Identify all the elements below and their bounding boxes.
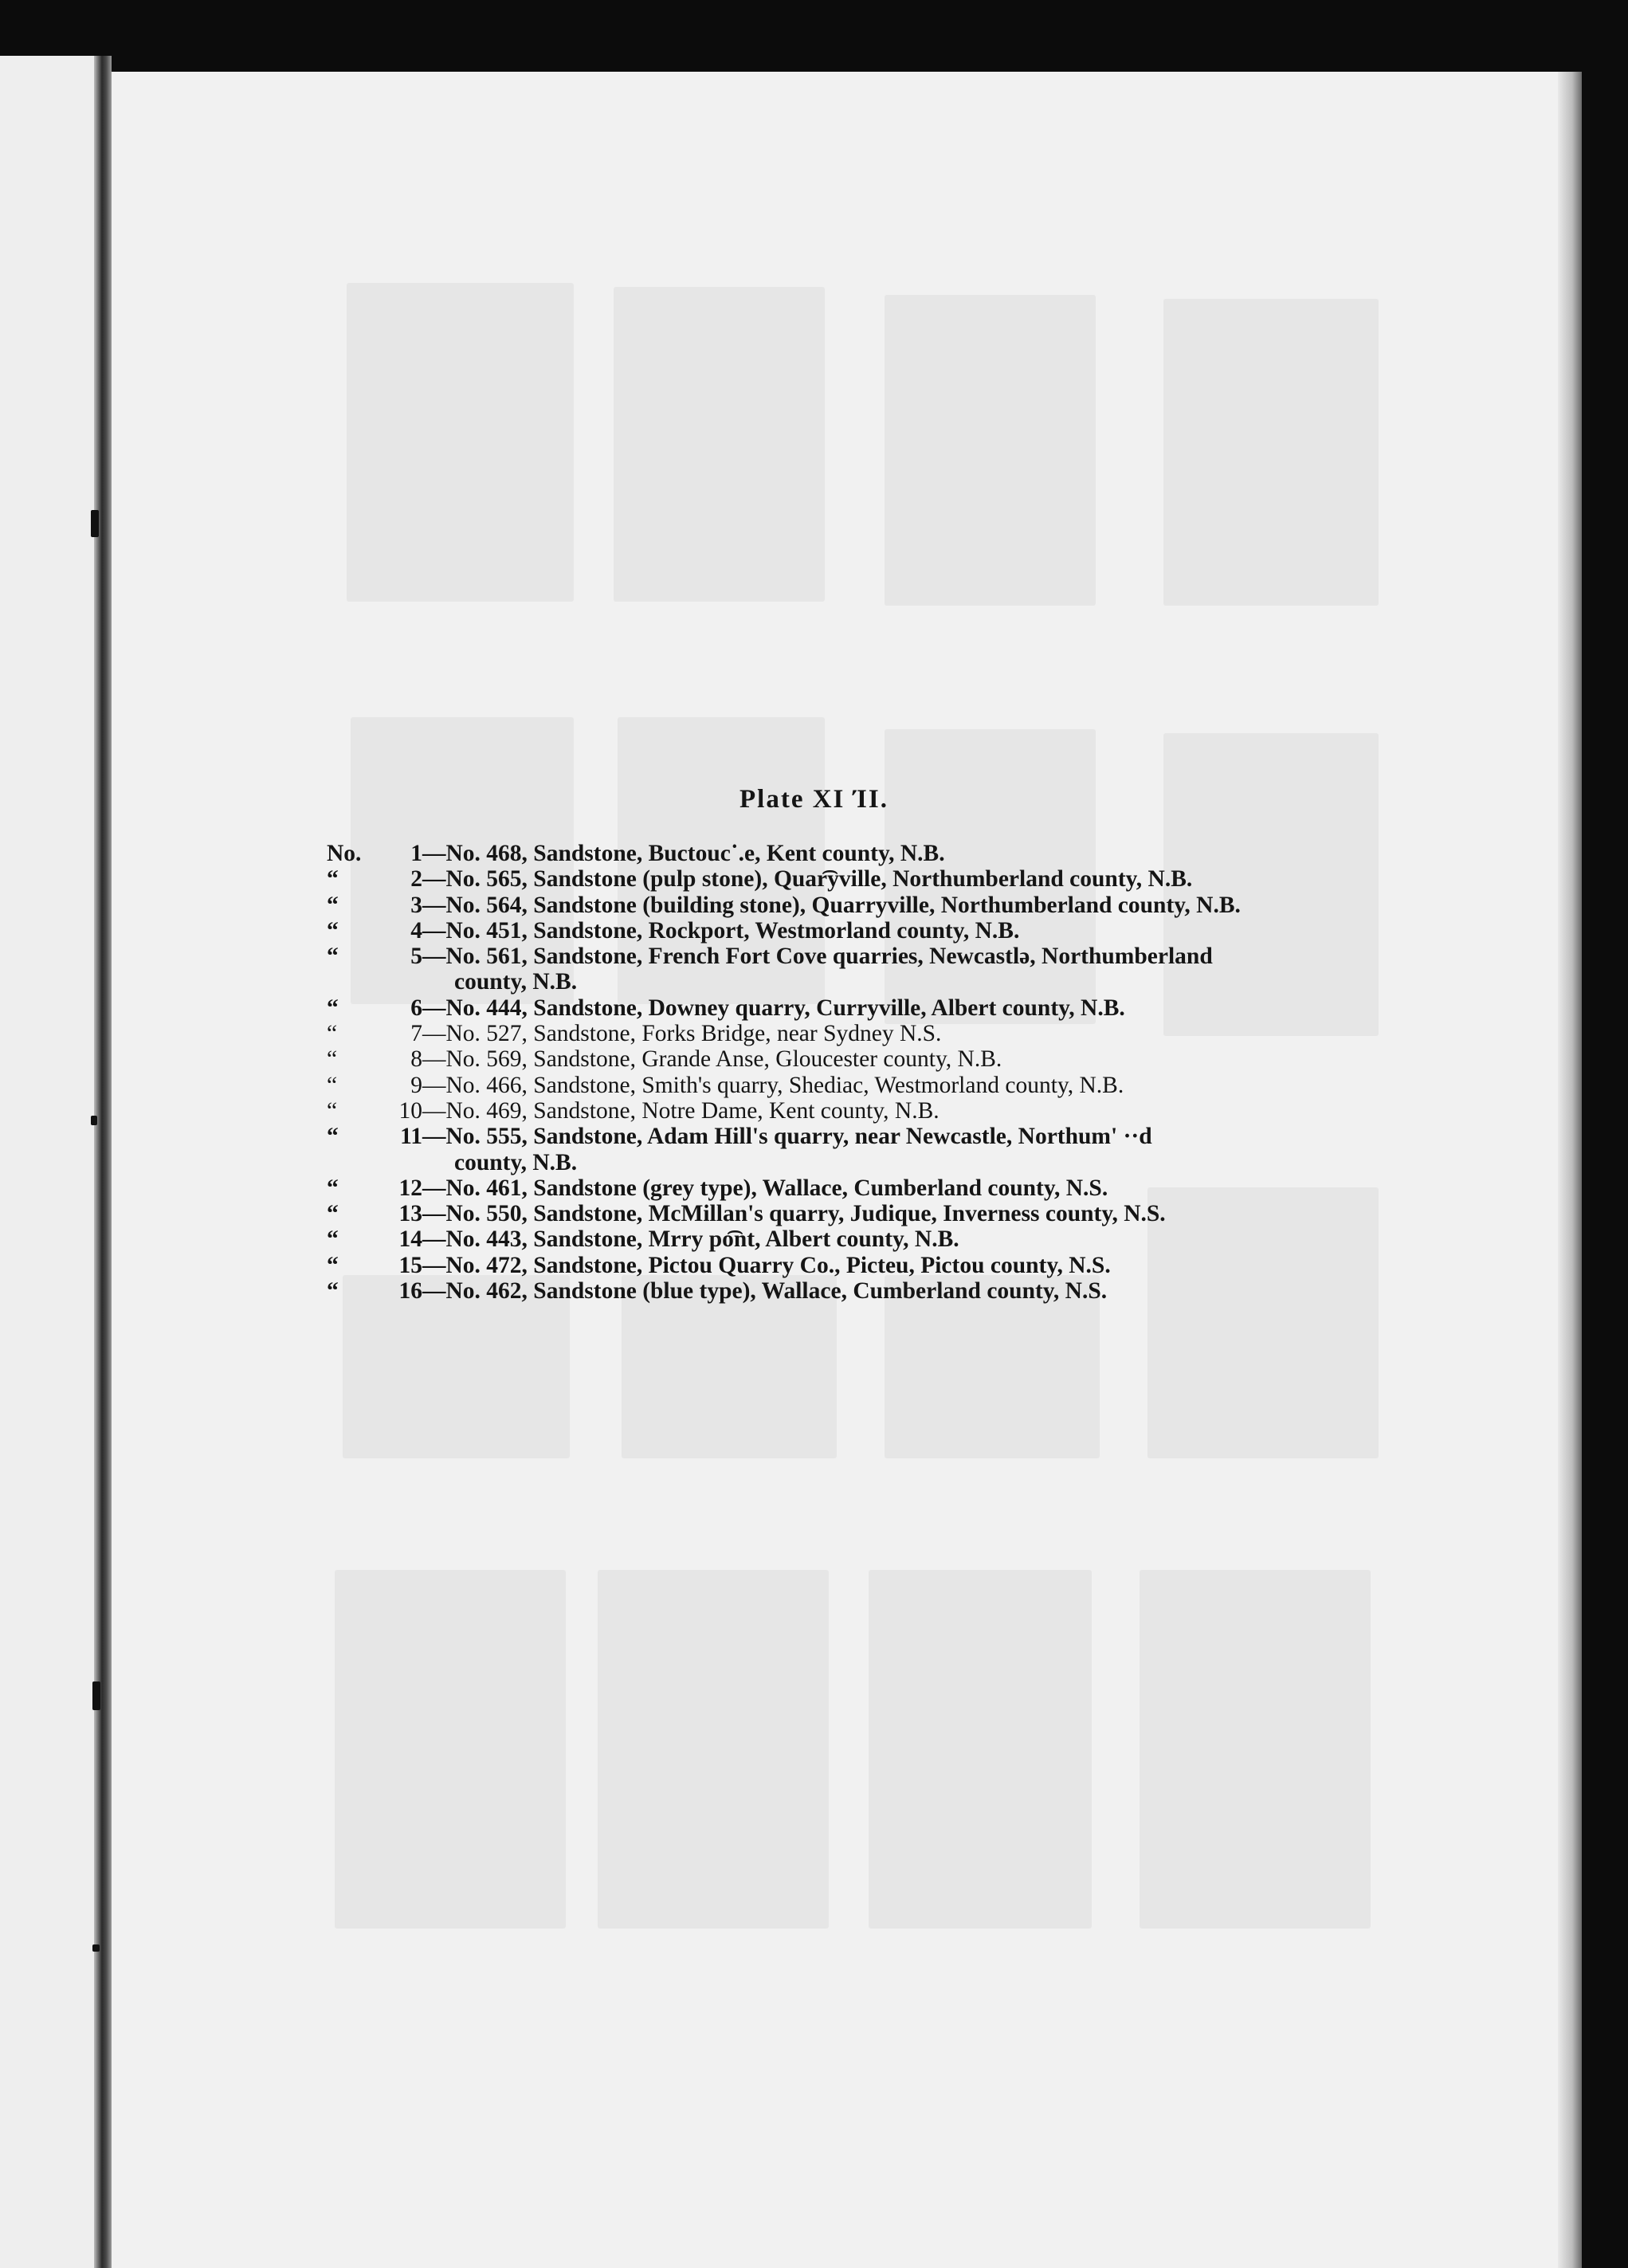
caption-text: —No. 565, Sandstone (pulp stone), Quar͡yville, Northumberland county, N.B. (422, 866, 1193, 893)
caption-text-block (422, 1124, 1395, 1175)
caption-text: —No. 550, Sandstone, McMillan's quarry, Judique, Inverness county, N.S. (422, 1201, 1166, 1227)
caption-item (327, 1124, 1395, 1175)
caption-prefix: “ (327, 1046, 338, 1073)
caption-text-block (422, 866, 1395, 892)
caption-continuation: county, N.B. (454, 1149, 578, 1175)
caption-text: —No. 451, Sandstone, Rockport, Westmorland county, N.B. (422, 917, 1020, 944)
caption-number: 6 (410, 995, 422, 1021)
caption-prefix: “ (327, 1021, 338, 1047)
show-through-plate-image (869, 1570, 1092, 1929)
caption-item (327, 1021, 1395, 1046)
caption-item (327, 841, 1395, 866)
caption-item (327, 1073, 1395, 1098)
caption-number: 4 (410, 917, 422, 944)
caption-text-block (422, 1175, 1395, 1201)
caption-text: —No. 469, Sandstone, Notre Dame, Kent county, N.B. (422, 1097, 940, 1124)
caption-prefix: “ (327, 917, 339, 944)
caption-number: 9 (410, 1072, 422, 1098)
caption-prefix: “ (327, 995, 339, 1021)
caption-number: 12 (398, 1175, 422, 1201)
caption-prefix: “ (327, 1278, 339, 1305)
caption-prefix: “ (327, 1175, 339, 1201)
caption-prefix: “ (327, 1226, 339, 1253)
gutter-mark (92, 1944, 100, 1952)
show-through-plate-image (1140, 1570, 1371, 1929)
gutter-mark (91, 1116, 97, 1125)
caption-prefix: “ (327, 892, 339, 918)
caption-text-block (422, 1278, 1395, 1304)
caption-item (327, 893, 1395, 918)
caption-item (327, 1201, 1395, 1226)
caption-continuation: county, N.B. (454, 969, 578, 995)
caption-prefix: “ (327, 1072, 338, 1098)
caption-text: —No. 561, Sandstone, French Fort Cove quarries, Newcastlə, Northumberland (422, 944, 1213, 970)
show-through-plate-image (885, 295, 1096, 606)
show-through-plate-image (347, 283, 574, 602)
caption-text: —No. 527, Sandstone, Forks Bridge, near Sydney N.S. (422, 1021, 942, 1047)
caption-text: —No. 444, Sandstone, Downey quarry, Curryville, Albert county, N.B. (422, 995, 1125, 1021)
caption-text: —No. 555, Sandstone, Adam Hill's quarry, near Newcastle, Northum' ··d (422, 1124, 1152, 1150)
facing-page-edge (0, 56, 105, 2268)
caption-prefix: “ (327, 1124, 339, 1150)
plate-title: Plate XI ΊI. (739, 785, 889, 814)
caption-text-block (422, 1098, 1395, 1124)
caption-text-block (422, 995, 1395, 1021)
caption-number: 3 (410, 892, 422, 918)
page-right-edge (1558, 72, 1582, 2268)
caption-text: —No. 468, Sandstone, Buctouc˙.e, Kent county, N.B. (422, 841, 945, 866)
caption-number: 14 (398, 1226, 422, 1253)
caption-text-block (422, 1226, 1395, 1252)
caption-item (327, 1226, 1395, 1252)
gutter-mark (92, 1681, 100, 1710)
caption-prefix: “ (327, 1252, 339, 1278)
caption-number: 11 (400, 1124, 422, 1150)
caption-item (327, 1278, 1395, 1304)
caption-item (327, 1253, 1395, 1278)
caption-number: 5 (410, 944, 422, 970)
show-through-plate-image (598, 1570, 829, 1929)
show-through-plate-image (1163, 299, 1379, 606)
caption-text-block (422, 1046, 1395, 1072)
caption-text: —No. 564, Sandstone (building stone), Quarryville, Northumberland county, N.B. (422, 892, 1241, 918)
caption-text: —No. 466, Sandstone, Smith's quarry, Shediac, Westmorland county, N.B. (422, 1072, 1124, 1098)
caption-text-block (422, 893, 1395, 918)
caption-text: —No. 569, Sandstone, Grande Anse, Gloucester county, N.B. (422, 1046, 1002, 1073)
caption-text: —No. 443, Sandstone, Mrry po͡nt, Albert county, N.B. (422, 1226, 959, 1253)
caption-item (327, 1098, 1395, 1124)
caption-prefix: “ (327, 866, 339, 893)
caption-number: 10 (398, 1097, 422, 1124)
caption-item (327, 1175, 1395, 1201)
caption-text-block (422, 1253, 1395, 1278)
caption-text: —No. 472, Sandstone, Pictou Quarry Co., Picteu, Pictou county, N.S. (422, 1252, 1111, 1278)
show-through-plate-image (335, 1570, 566, 1929)
caption-item (327, 944, 1395, 995)
caption-text-block (422, 1073, 1395, 1098)
caption-prefix: “ (327, 1201, 339, 1227)
caption-number: 15 (398, 1252, 422, 1278)
caption-item (327, 866, 1395, 892)
book-gutter (94, 56, 112, 2268)
caption-item (327, 918, 1395, 944)
caption-item (327, 1046, 1395, 1072)
caption-prefix: “ (327, 944, 339, 970)
caption-number: 7 (410, 1021, 422, 1047)
show-through-plate-image (614, 287, 825, 602)
caption-number: 13 (398, 1201, 422, 1227)
caption-text-block (422, 1021, 1395, 1046)
plate-caption-list (327, 841, 1395, 1304)
caption-number: 16 (398, 1278, 422, 1305)
caption-text-block (422, 944, 1395, 995)
caption-number: 8 (410, 1046, 422, 1073)
caption-prefix: “ (327, 1097, 338, 1124)
caption-text: —No. 461, Sandstone (grey type), Wallace, Cumberland county, N.S. (422, 1175, 1108, 1201)
caption-text-block (422, 841, 1395, 866)
caption-text-block (422, 1201, 1395, 1226)
caption-number: 1 (410, 841, 422, 866)
gutter-mark (91, 510, 99, 537)
caption-item (327, 995, 1395, 1021)
caption-number: 2 (410, 866, 422, 893)
caption-prefix: No. (327, 841, 362, 866)
caption-text: —No. 462, Sandstone (blue type), Wallace, Cumberland county, N.S. (422, 1278, 1108, 1305)
caption-text-block (422, 918, 1395, 944)
